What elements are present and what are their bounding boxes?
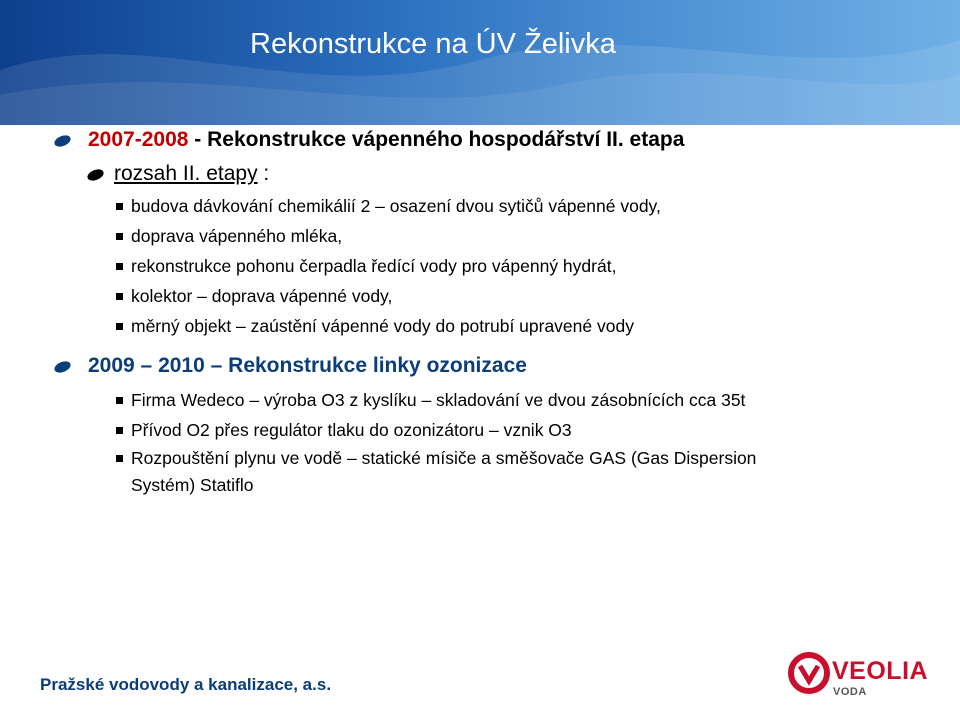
section1-years: 2007-2008	[88, 128, 189, 151]
page-title: Rekonstrukce na ÚV Želivka	[250, 28, 616, 60]
section1-separator: -	[188, 128, 208, 151]
list-item: doprava vápenného mléka,	[131, 226, 343, 246]
list-item: Firma Wedeco – výroba O3 z kyslíku – skladování ve dvou zásobnících cca 35t	[131, 390, 746, 410]
wave-decoration	[0, 0, 960, 125]
veolia-logo-icon	[786, 650, 832, 696]
logo-sub: VODA	[833, 686, 867, 698]
scope-colon: :	[257, 162, 270, 185]
scope-line	[114, 162, 269, 186]
list-item: Přívod O2 přes regulátor tlaku do ozonizátoru – vznik O3	[131, 420, 572, 440]
square-bullet-icon	[116, 323, 123, 330]
square-bullet-icon	[116, 203, 123, 210]
list-item: měrný objekt – zaústění vápenné vody do potrubí upravené vody	[131, 316, 634, 336]
ellipse-bullet-icon	[86, 167, 106, 183]
square-bullet-icon	[116, 455, 123, 462]
section2-dash1: –	[134, 354, 159, 377]
list-item-continuation: Systém) Statiflo	[131, 475, 254, 495]
list-item: Rozpouštění plynu ve vodě – statické mísiče a směšovače GAS (Gas Dispersion	[131, 448, 757, 468]
section1-heading-text: Rekonstrukce vápenného hospodářství II. etapa	[207, 128, 685, 151]
section2-dash2: –	[204, 354, 229, 377]
logo-name: VEOLIA	[832, 657, 929, 685]
ellipse-bullet-icon	[53, 133, 73, 149]
list-item: budova dávkování chemikálií 2 – osazení dvou sytičů vápenné vody,	[131, 196, 661, 216]
square-bullet-icon	[116, 233, 123, 240]
section2-heading	[88, 354, 527, 378]
section2-year-end: 2010	[158, 354, 205, 377]
header-banner	[0, 0, 960, 125]
list-item: rekonstrukce pohonu čerpadla ředící vody pro vápenný hydrát,	[131, 256, 617, 276]
ellipse-bullet-icon	[53, 359, 73, 375]
square-bullet-icon	[116, 263, 123, 270]
square-bullet-icon	[116, 293, 123, 300]
section2-year-start: 2009	[88, 354, 135, 377]
footer-company: Pražské vodovody a kanalizace, a.s.	[40, 675, 332, 694]
square-bullet-icon	[116, 427, 123, 434]
section1-heading	[88, 128, 684, 152]
list-item: kolektor – doprava vápenné vody,	[131, 286, 393, 306]
section2-heading-text: Rekonstrukce linky ozonizace	[228, 354, 527, 377]
square-bullet-icon	[116, 397, 123, 404]
scope-label: rozsah II. etapy	[114, 162, 258, 185]
